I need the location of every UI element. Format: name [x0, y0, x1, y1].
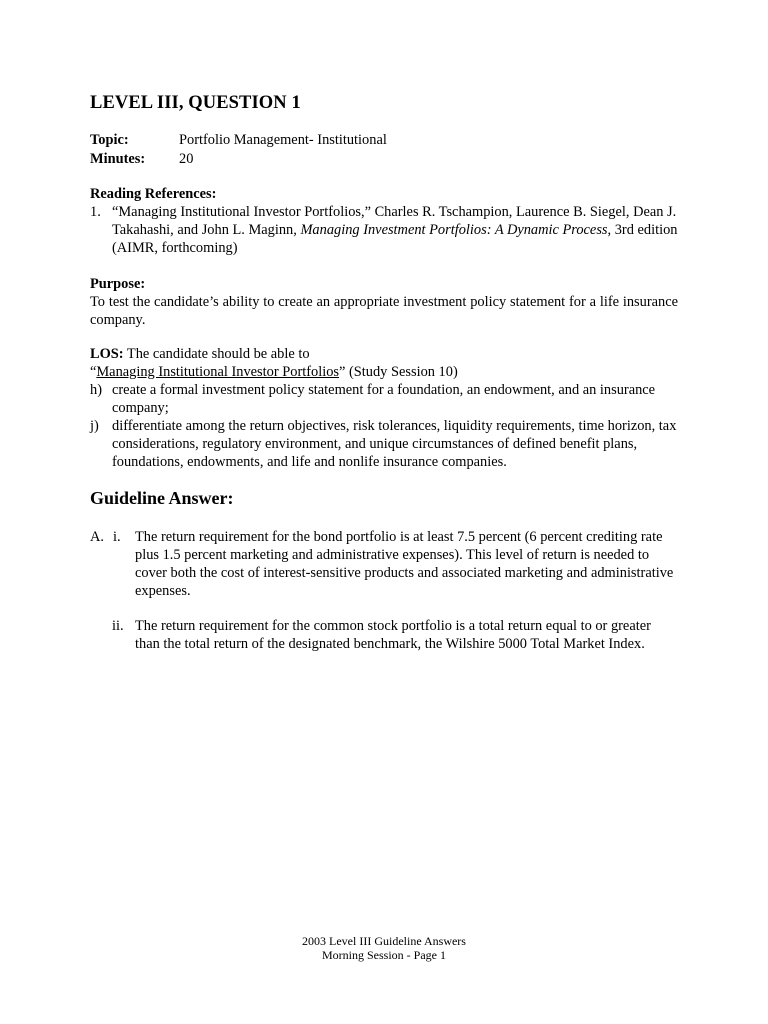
los-item-marker: h)	[90, 382, 102, 398]
answer-item-text: The return requirement for the bond portfolio is at least 7.5 percent (6 percent crediting rate plus 1.5 percent marketing and administrative expenses). This level of return is needed to cover both the cost of interest-sensitive products and associated marketing and administrative expenses.	[135, 529, 674, 599]
topic-row	[90, 131, 387, 149]
minutes-row	[90, 150, 193, 168]
reading-references-label: Reading References:	[90, 186, 217, 202]
topic-label: Topic:	[90, 132, 129, 148]
los-label: LOS:	[90, 346, 124, 362]
footer-line-2: Morning Session - Page 1	[322, 948, 446, 962]
los-reading-session: ” (Study Session 10)	[339, 364, 458, 380]
answer-item-marker: i.	[113, 529, 121, 545]
reading-reference-edition: , 3rd edition (AIMR, forthcoming)	[112, 222, 678, 256]
answer-item-ii	[90, 617, 678, 653]
answer-item-marker: ii.	[112, 618, 124, 634]
los-reading-open-quote: “	[90, 364, 97, 380]
reading-reference-number: 1.	[90, 204, 101, 220]
purpose-label: Purpose:	[90, 276, 146, 292]
reading-reference-text	[112, 203, 678, 257]
los-item-text: differentiate among the return objectives, risk tolerances, liquidity requirements, time horizon, tax considerations, regulatory environment, and unique circumstances of defined benefit plans, foundations, endowments, and life and nonlife insurance companies.	[112, 418, 677, 470]
reading-reference-authors: “Managing Institutional Investor Portfolios,” Charles R. Tschampion, Laurence B. Siegel, Dean J. Takahashi, and John L. Maginn,	[112, 204, 677, 238]
question-heading: LEVEL III, QUESTION 1	[90, 93, 301, 113]
los-item-marker: j)	[90, 418, 99, 434]
minutes-label: Minutes:	[90, 151, 146, 167]
answer-part-marker: A.	[90, 529, 104, 545]
los-item-j	[90, 417, 678, 471]
los-item-text: create a formal investment policy statement for a foundation, an endowment, and an insurance company;	[112, 382, 656, 416]
footer-line-1: 2003 Level III Guideline Answers	[302, 934, 466, 948]
reading-reference-item	[90, 203, 678, 257]
los-reading	[90, 363, 678, 381]
answer-part-a	[90, 528, 678, 600]
los-intro	[90, 345, 678, 363]
topic-value: Portfolio Management- Institutional	[179, 132, 387, 148]
los-item-h	[90, 381, 678, 417]
los-intro-text: The candidate should be able to	[123, 346, 310, 362]
minutes-value: 20	[179, 151, 194, 167]
los-reading-title: Managing Institutional Investor Portfolios	[96, 364, 340, 380]
reading-reference-book-title: Managing Investment Portfolios: A Dynamic Process	[300, 222, 608, 238]
purpose-text: To test the candidate’s ability to create an appropriate investment policy statement for a life insurance company.	[90, 294, 678, 328]
answer-item-text: The return requirement for the common stock portfolio is a total return equal to or greater than the total return of the designated benchmark, the Wilshire 5000 Total Market Index.	[135, 618, 651, 652]
guideline-answer-heading: Guideline Answer:	[90, 488, 234, 508]
